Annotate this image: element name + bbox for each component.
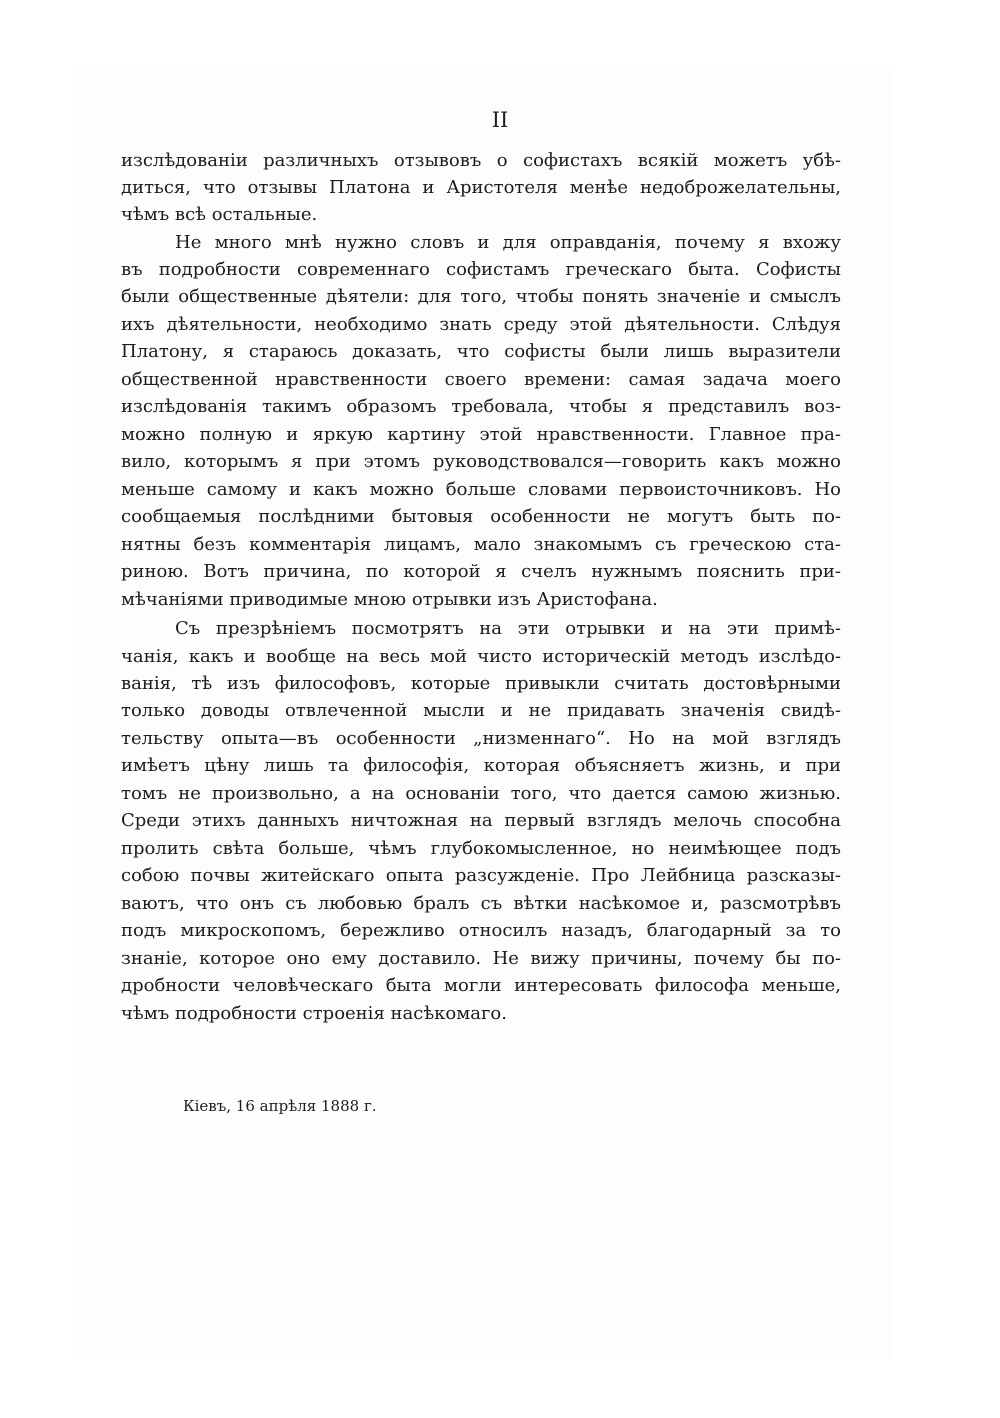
text-line: въ подробности современнаго софистамъ греческаго быта. Софисты [121,259,841,280]
text-line: общественной нравственности своего времени: самая задача моего [121,369,841,390]
text-line: знаніе, которое оно ему доставило. Не вижу причины, почему бы по- [121,948,841,969]
text-line: нятны безъ комментарія лицамъ, мало знакомымъ съ греческою ста- [121,534,841,555]
text-line: риною. Вотъ причина, по которой я счелъ нужнымъ пояснить при- [121,561,841,582]
text-line: изслѣдованія такимъ образомъ требовала, чтобы я представилъ воз- [121,396,841,417]
text-line: можно полную и яркую картину этой нравственности. Главное пра- [121,424,841,445]
text-line: ваютъ, что онъ съ любовью бралъ съ вѣтки насѣкомое и, разсмотрѣвъ [121,893,841,914]
text-line: чанія, какъ и вообще на весь мой чисто историческій методъ изслѣдо- [121,646,841,667]
text-line: чѣмъ подробности строенія насѣкомаго. [121,1003,507,1024]
text-line: ихъ дѣятельности, необходимо знать среду этой дѣятельности. Слѣдуя [121,314,841,335]
text-line: только доводы отвлеченной мысли и не придавать значенія свидѣ- [121,700,841,721]
place-date-signature: Кіевъ, 16 апрѣля 1888 г. [183,1097,377,1115]
text-line: томъ не произвольно, а на основаніи того, что дается самою жизнью. [121,783,841,804]
text-line: Съ презрѣніемъ посмотрятъ на эти отрывки и на эти примѣ- [175,618,841,639]
text-line: собою почвы житейскаго опыта разсужденіе. Про Лейбница разсказы- [121,865,841,886]
text-line: мѣчаніями приводимые мною отрывки изъ Аристофана. [121,589,658,610]
text-line: имѣетъ цѣну лишь та философія, которая объясняетъ жизнь, и при [121,755,841,776]
text-line: меньше самому и какъ можно больше словами первоисточниковъ. Но [121,479,841,500]
page-number: II [491,108,509,132]
text-line: ванія, тѣ изъ философовъ, которые привыкли считать достовѣрными [121,673,841,694]
text-line: вило, которымъ я при этомъ руководствовался—говорить какъ можно [121,451,841,472]
text-line: сообщаемыя послѣдними бытовыя особенности не могутъ быть по- [121,506,841,527]
text-line: Не много мнѣ нужно словъ и для оправданія, почему я вхожу [175,232,841,253]
text-line: подъ микроскопомъ, бережливо относилъ назадъ, благодарный за то [121,920,841,941]
text-line: были общественные дѣятели: для того, чтобы понять значеніе и смыслъ [121,286,841,307]
text-line: Среди этихъ данныхъ ничтожная на первый взглядъ мелочь способна [121,810,841,831]
text-line: изслѣдованіи различныхъ отзывовъ о софистахъ всякій можетъ убѣ- [121,150,841,171]
text-line: пролить свѣта больше, чѣмъ глубокомысленное, но неимѣющее подъ [121,838,841,859]
text-line: дробности человѣческаго быта могли интересовать философа меньше, [121,975,841,996]
text-line: чѣмъ всѣ остальные. [121,204,318,225]
text-line: диться, что отзывы Платона и Аристотеля менѣе недоброжелательны, [121,177,841,198]
text-line: тельству опыта—въ особенности „низменнаго“. Но на мой взглядъ [121,728,841,749]
text-line: Платону, я стараюсь доказать, что софисты были лишь выразители [121,341,841,362]
